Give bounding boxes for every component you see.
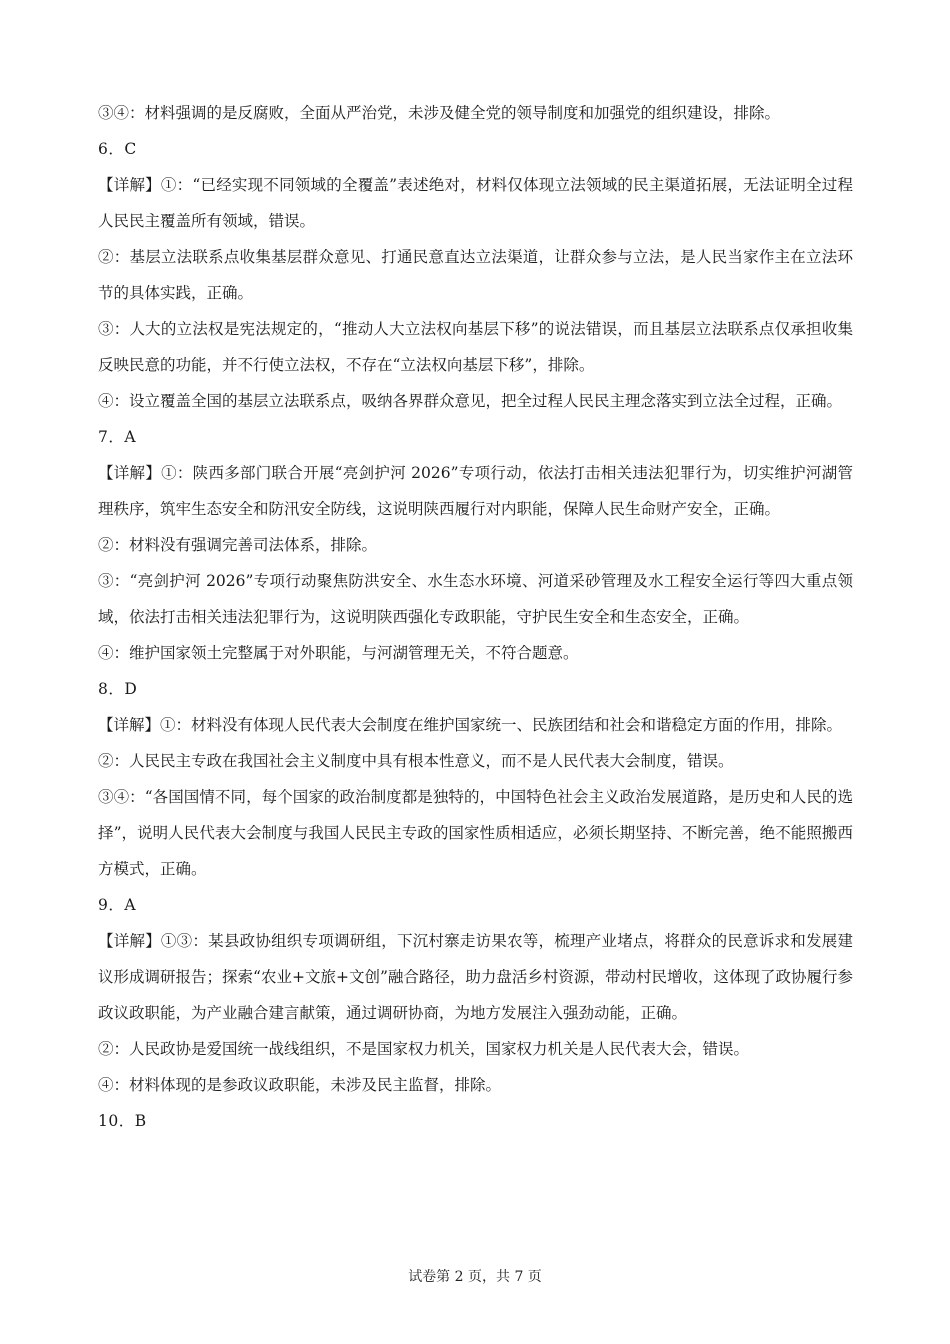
question-number: 10．B — [98, 1112, 147, 1130]
paragraph: 【详解】①：陕西多部门联合开展“亮剑护河 2026”专项行动，依法打击相关违法犯罪行为，切实维护河湖管理秩序，筑牢生态安全和防汛安全防线，这说明陕西履行对内职能，保障人民生命财产安全，正确。 — [98, 464, 853, 518]
question-number: 8．D — [98, 680, 138, 698]
answer-content — [98, 95, 853, 1139]
page-footer: 试卷第 2 页，共 7 页 — [408, 1269, 542, 1285]
question-number: 7．A — [98, 428, 137, 446]
paragraph: ②：人民政协是爱国统一战线组织，不是国家权力机关，国家权力机关是人民代表大会，错误。 — [98, 1040, 750, 1058]
paragraph: ③：“亮剑护河 2026”专项行动聚焦防洪安全、水生态水环境、河道采砂管理及水工程安全运行等四大重点领域，依法打击相关违法犯罪行为，这说明陕西强化专政职能，守护民生安全和生态安全，正确。 — [98, 572, 853, 626]
paragraph: ④：材料体现的是参政议政职能，未涉及民主监督，排除。 — [98, 1076, 502, 1094]
question-number: 6．C — [98, 140, 137, 158]
paragraph: ③：人大的立法权是宪法规定的，“推动人大立法权向基层下移”的说法错误，而且基层立法联系点仅承担收集反映民意的功能，并不行使立法权，不存在“立法权向基层下移”，排除。 — [98, 320, 853, 374]
paragraph: ②：材料没有强调完善司法体系，排除。 — [98, 536, 378, 554]
paragraph: ②：基层立法联系点收集基层群众意见、打通民意直达立法渠道，让群众参与立法，是人民当家作主在立法环节的具体实践，正确。 — [98, 248, 853, 302]
paragraph: ②：人民民主专政在我国社会主义制度中具有根本性意义，而不是人民代表大会制度，错误。 — [98, 752, 734, 770]
paragraph: 【详解】①：材料没有体现人民代表大会制度在维护国家统一、民族团结和社会和谐稳定方面的作用，排除。 — [98, 716, 843, 734]
question-number: 9．A — [98, 896, 137, 914]
paragraph: 【详解】①③：某县政协组织专项调研组，下沉村寨走访果农等，梳理产业堵点，将群众的民意诉求和发展建议形成调研报告；探索“农业+文旅+文创”融合路径，助力盘活乡村资源，带动村民增收，这体现了政协履行参政议政职能，为产业融合建言献策，通过调研协商，为地方发展注入强劲动能，正确。 — [98, 932, 853, 1022]
paragraph: ③④：“各国国情不同，每个国家的政治制度都是独特的，中国特色社会主义政治发展道路，是历史和人民的选择”，说明人民代表大会制度与我国人民民主专政的国家性质相适应，必须长期坚持、不断完善，绝不能照搬西方模式，正确。 — [98, 788, 853, 878]
paragraph: 【详解】①：“已经实现不同领域的全覆盖”表述绝对，材料仅体现立法领域的民主渠道拓展，无法证明全过程人民民主覆盖所有领域，错误。 — [98, 176, 853, 230]
paragraph: ④：设立覆盖全国的基层立法联系点，吸纳各界群众意见，把全过程人民民主理念落实到立法全过程，正确。 — [98, 392, 843, 410]
paragraph: ③④：材料强调的是反腐败，全面从严治党，未涉及健全党的领导制度和加强党的组织建设，排除。 — [98, 104, 781, 122]
paragraph: ④：维护国家领土完整属于对外职能，与河湖管理无关，不符合题意。 — [98, 644, 579, 662]
